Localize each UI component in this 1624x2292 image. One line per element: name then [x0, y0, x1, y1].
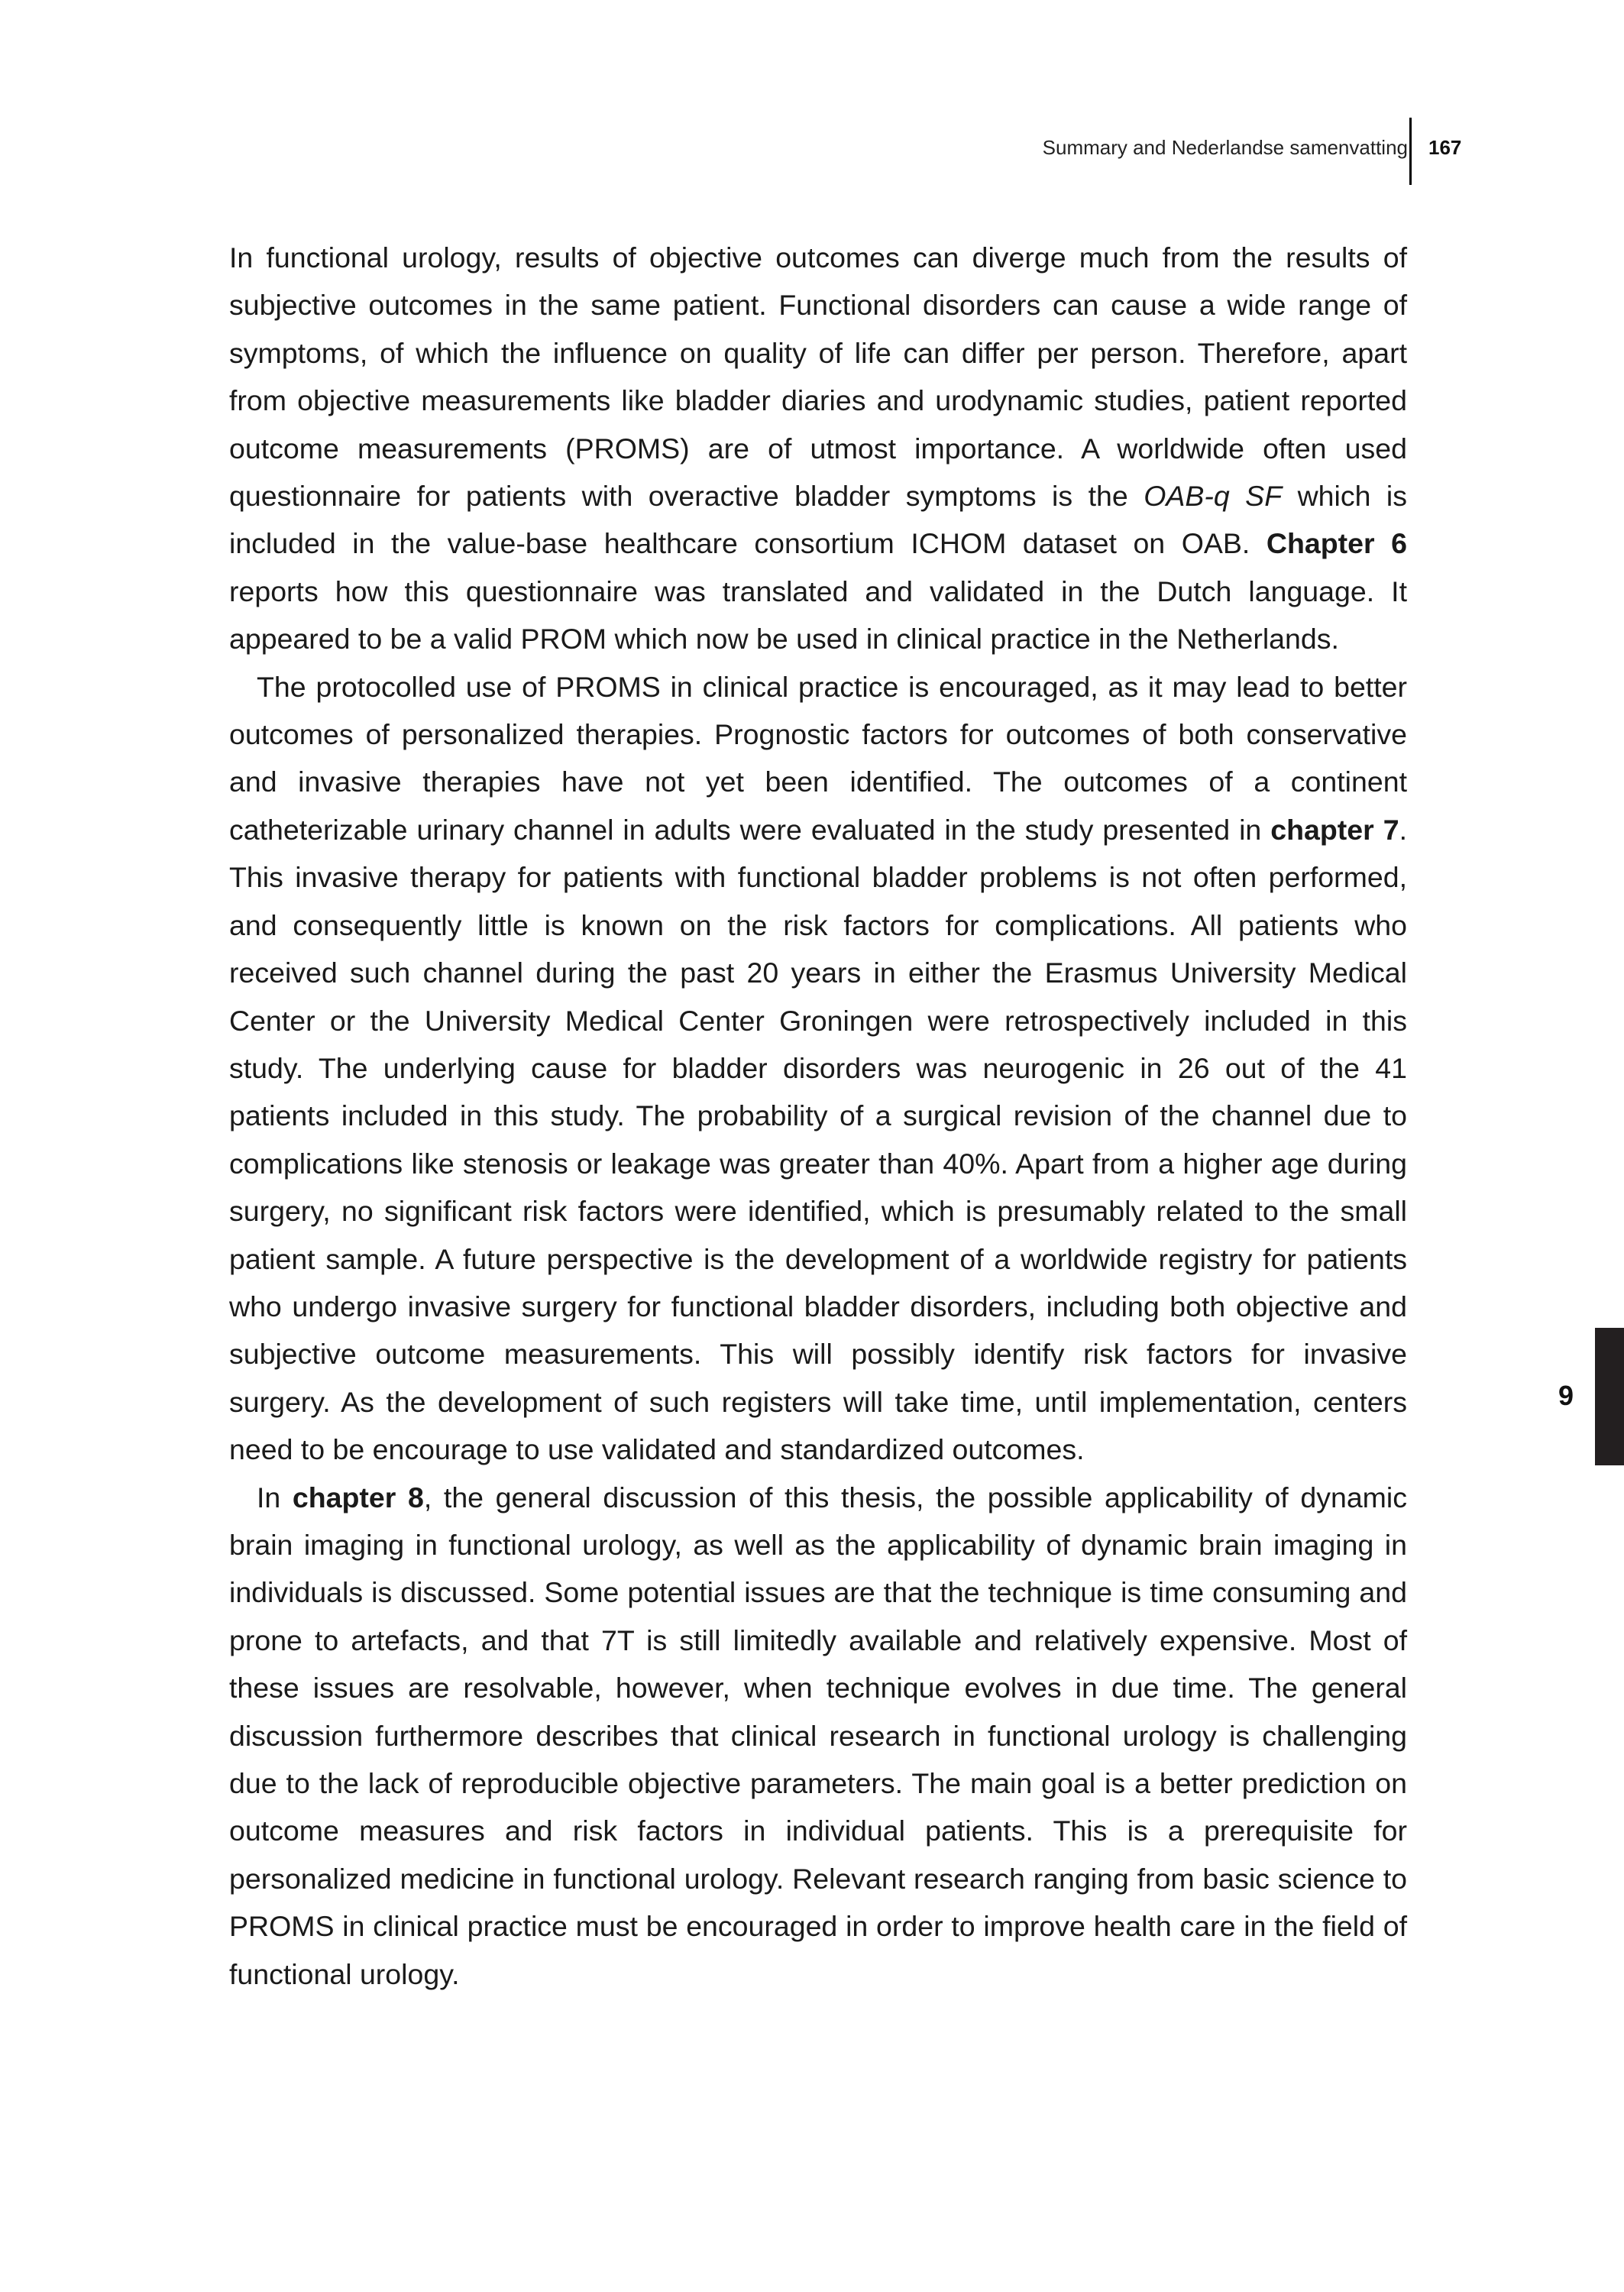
- paragraph-oab-q: [229, 234, 1407, 663]
- paragraph-text: reports how this questionnaire was translated and validated in the Dutch language. It appeared to be a valid PROM which now be used in clinical practice in the Netherlands.: [229, 575, 1407, 656]
- chapter-reference: chapter 7: [1270, 813, 1399, 846]
- paragraph-proms: [229, 663, 1407, 1474]
- page-number: 167: [1428, 136, 1462, 159]
- header-divider: [1409, 118, 1412, 185]
- chapter-reference: Chapter 6: [1266, 527, 1407, 560]
- running-head-title: Summary and Nederlandse samenvatting: [1042, 136, 1408, 159]
- chapter-thumb-tab: [1595, 1328, 1624, 1465]
- paragraph-text: In: [257, 1481, 293, 1513]
- body-text: [229, 234, 1407, 1998]
- chapter-tab-number: 9: [1558, 1380, 1574, 1411]
- paragraph-text: which is included in the value-base healthcare consortium ICHOM dataset on OAB.: [229, 480, 1407, 560]
- chapter-reference: chapter 8: [292, 1481, 424, 1513]
- paragraph-text: , the general discussion of this thesis, the possible applicability of dynamic brain imaging in functional urology, as well as the applicability of dynamic brain imaging in individuals is discussed. Some potential issues are that the technique is time consuming and prone to artefacts, and that 7T is still limitedly available and relatively expensive. Most of these issues are resolvable, however, when technique evolves in due time. The general discussion furthermore describes that clinical research in functional urology is challenging due to the lack of reproducible objective parameters. The main goal is a better prediction on outcome measures and risk factors in individual patients. This is a prerequisite for personalized medicine in functional urology. Relevant research ranging from basic science to PROMS in clinical practice must be encouraged in order to improve health care in the field of functional urology.: [229, 1481, 1407, 1990]
- paragraph-text: The protocolled use of PROMS in clinical practice is encouraged, as it may lead to better outcomes of personalized therapies. Prognostic factors for outcomes of both conservative and invasive therapies have not yet been identified. The outcomes of a continent catheterizable urinary channel in adults were evaluated in the study presented in: [229, 670, 1407, 846]
- paragraph-discussion: [229, 1474, 1407, 1998]
- paragraph-text: In functional urology, results of objective outcomes can diverge much from the results of subjective outcomes in the same patient. Functional disorders can cause a wide range of symptoms, of which the influence on quality of life can differ per person. Therefore, apart from objective measurements like bladder diaries and urodynamic studies, patient reported outcome measurements (PROMS) are of utmost importance. A worldwide often used questionnaire for patients with overactive bladder symptoms is the: [229, 241, 1407, 513]
- questionnaire-name: OAB-q SF: [1144, 480, 1283, 513]
- paragraph-text: . This invasive therapy for patients with functional bladder problems is not often performed, and consequently little is known on the risk factors for complications. All patients who received such channel during the past 20 years in either the Erasmus University Medical Center or the University Medical Center Groningen were retrospectively included in this study. The underlying cause for bladder disorders was neurogenic in 26 out of the 41 patients included in this study. The probability of a surgical revision of the channel due to complications like stenosis or leakage was greater than 40%. Apart from a higher age during surgery, no significant risk factors were identified, which is presumably related to the small patient sample. A future perspective is the development of a worldwide registry for patients who undergo invasive surgery for functional bladder disorders, including both objective and subjective outcome measurements. This will possibly identify risk factors for invasive surgery. As the development of such registers will take time, until implementation, centers need to be encourage to use validated and standardized outcomes.: [229, 813, 1407, 1466]
